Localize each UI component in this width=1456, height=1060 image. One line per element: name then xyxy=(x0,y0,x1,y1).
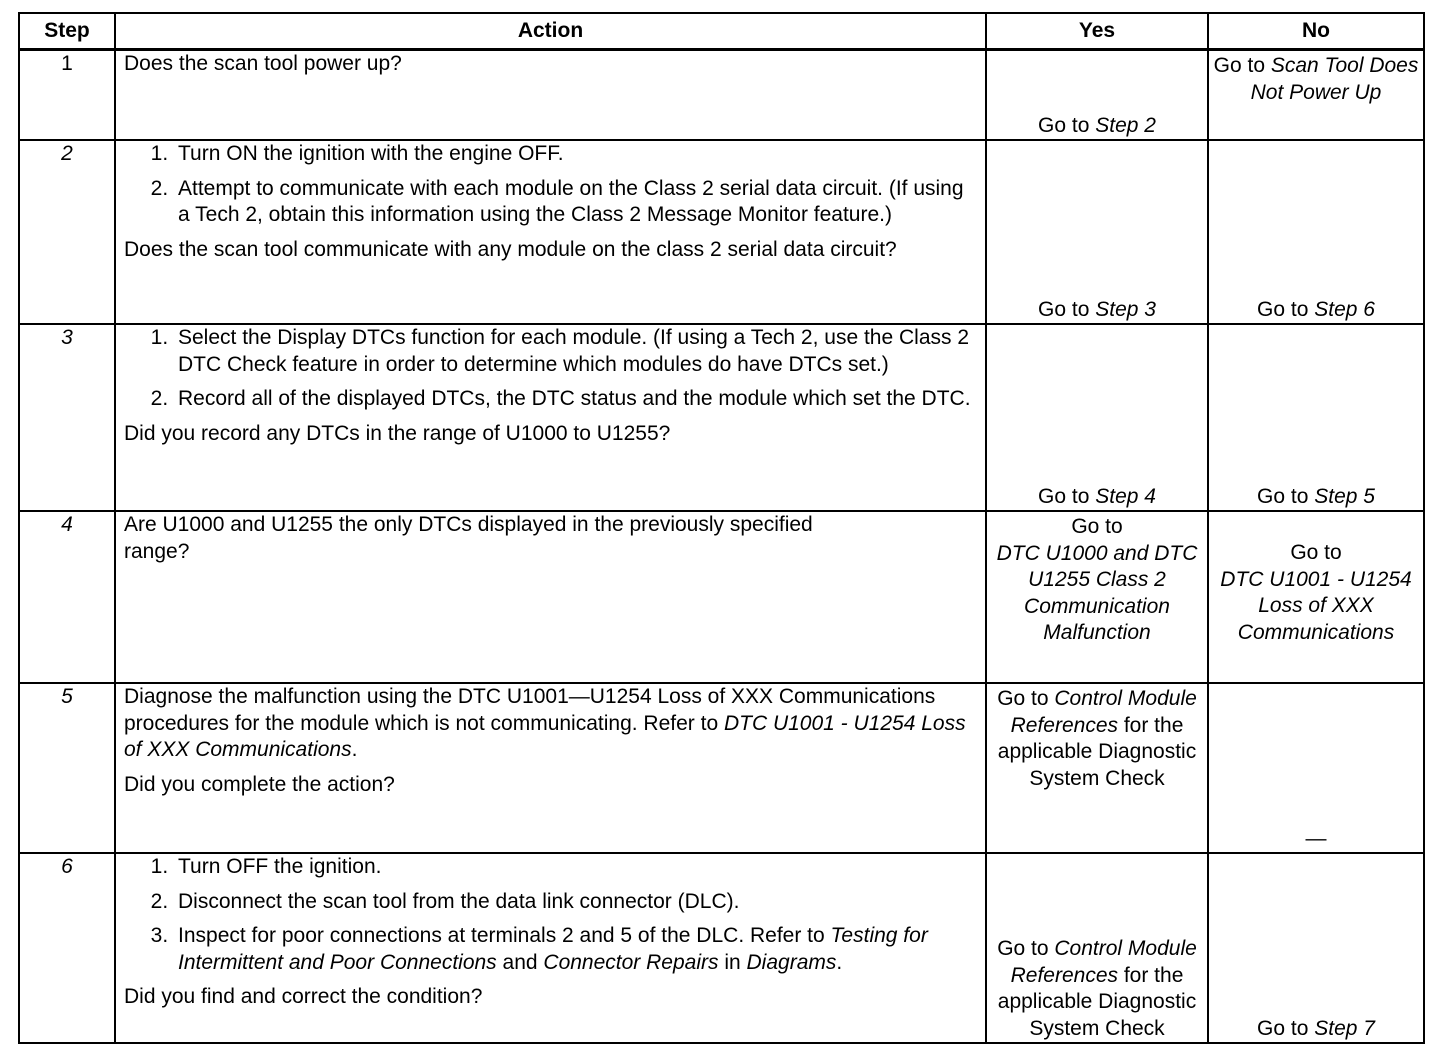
yes-cell xyxy=(986,140,1208,324)
list-item: 2. Attempt to communicate with each module on the Class 2 serial data circuit. (If using a Tech 2, obtain this information using the Class 2 Message Monitor feature.) xyxy=(174,176,975,229)
step-question: Does the scan tool communicate with any module on the class 2 serial data circuit? xyxy=(124,237,897,261)
yes-prefix: Go to xyxy=(1038,484,1096,508)
no-cell xyxy=(1208,140,1424,324)
instruction-text: Diagnose the malfunction using the DTC U1001—U1254 Loss of XXX Communications procedures for the module which is not communicating. Refer to xyxy=(124,685,936,735)
list-item: 2. Disconnect the scan tool from the data link connector (DLC). xyxy=(174,889,975,916)
header-action: Action xyxy=(115,13,986,50)
diagnostic-table-container xyxy=(18,12,1425,1044)
yes-link[interactable]: Step 2 xyxy=(1095,113,1156,137)
list-item xyxy=(174,923,975,976)
yes-prefix: Go to xyxy=(1038,297,1096,321)
step-question: Did you find and correct the condition? xyxy=(124,985,483,1008)
action-list xyxy=(124,854,975,976)
action-list xyxy=(124,141,975,229)
header-no: No xyxy=(1208,13,1424,50)
step-question: Are U1000 and U1255 the only DTCs displayed in the previously specified range? xyxy=(124,513,813,563)
table-row xyxy=(19,511,1424,683)
table-row xyxy=(19,853,1424,1043)
diagnostic-table xyxy=(18,12,1425,1044)
no-cell xyxy=(1208,50,1424,141)
yes-cell xyxy=(986,853,1208,1043)
step-number: 4 xyxy=(61,513,73,536)
yes-cell xyxy=(986,511,1208,683)
no-link[interactable]: Step 6 xyxy=(1314,297,1375,321)
action-cell xyxy=(115,511,986,683)
no-cell xyxy=(1208,511,1424,683)
yes-cell xyxy=(986,50,1208,141)
header-step: Step xyxy=(19,13,115,50)
step-number: 1 xyxy=(61,52,73,75)
table-header-row xyxy=(19,13,1424,50)
reference-link[interactable]: Diagrams xyxy=(746,950,837,974)
item-text: in xyxy=(718,950,747,974)
no-link[interactable]: Scan Tool Does Not Power Up xyxy=(1250,54,1419,104)
instruction-end: . xyxy=(351,738,358,761)
yes-prefix: Go to xyxy=(997,937,1055,960)
action-cell xyxy=(115,853,986,1043)
no-prefix: Go to xyxy=(1290,541,1342,564)
yes-suffix: for the applicable Diagnostic System Check xyxy=(997,713,1197,790)
reference-link[interactable]: Connector Repairs xyxy=(543,950,719,974)
no-prefix: Go to xyxy=(1257,297,1315,321)
yes-link[interactable]: Control Module References xyxy=(1010,687,1197,737)
yes-link[interactable]: DTC U1000 and DTC U1255 Class 2 Communication Malfunction xyxy=(996,541,1198,644)
action-cell xyxy=(115,324,986,511)
yes-prefix: Go to xyxy=(1038,113,1096,137)
item-text: . xyxy=(836,950,843,974)
item-text: Inspect for poor connections at terminals 2 and 5 of the DLC. Refer to xyxy=(178,924,831,947)
no-dash: — xyxy=(1305,826,1327,850)
no-prefix: Go to xyxy=(1257,484,1315,508)
action-cell xyxy=(115,50,986,141)
no-cell xyxy=(1208,324,1424,511)
step-cell xyxy=(19,853,115,1043)
table-row xyxy=(19,324,1424,511)
step-question: Does the scan tool power up? xyxy=(124,52,402,75)
step-cell xyxy=(19,683,115,853)
reference-link[interactable]: DTC U1001 - U1254 Loss of XXX Communications xyxy=(124,711,966,761)
action-cell xyxy=(115,683,986,853)
yes-prefix: Go to xyxy=(1071,515,1123,538)
yes-cell xyxy=(986,683,1208,853)
list-item: 1. Select the Display DTCs function for each module. (If using a Tech 2, use the Class 2 DTC Check feature in order to determine which modules do have DTCs set.) xyxy=(174,325,975,378)
action-cell xyxy=(115,140,986,324)
item-text: and xyxy=(496,950,544,974)
step-question: Did you complete the action? xyxy=(124,772,395,796)
step-cell xyxy=(19,50,115,141)
step-number: 6 xyxy=(61,855,73,878)
yes-link[interactable]: Step 4 xyxy=(1095,484,1156,508)
step-cell xyxy=(19,140,115,324)
step-cell xyxy=(19,511,115,683)
yes-prefix: Go to xyxy=(997,687,1055,710)
list-item: 1. Turn ON the ignition with the engine OFF. xyxy=(174,141,975,168)
reference-link[interactable]: Testing for Intermittent and Poor Connections xyxy=(178,924,928,974)
table-row xyxy=(19,140,1424,324)
step-cell xyxy=(19,324,115,511)
no-link[interactable]: Step 5 xyxy=(1314,484,1375,508)
step-instruction xyxy=(124,684,975,764)
header-yes: Yes xyxy=(986,13,1208,50)
step-number: 2 xyxy=(61,142,73,165)
action-list xyxy=(124,325,975,413)
list-item: 2. Record all of the displayed DTCs, the DTC status and the module which set the DTC. xyxy=(174,386,975,413)
no-cell xyxy=(1208,853,1424,1043)
no-cell xyxy=(1208,683,1424,853)
yes-cell xyxy=(986,324,1208,511)
step-number: 5 xyxy=(61,685,73,708)
no-link[interactable]: DTC U1001 - U1254 Loss of XXX Communications xyxy=(1220,567,1412,644)
no-prefix: Go to xyxy=(1213,54,1271,77)
step-question: Did you record any DTCs in the range of U1000 to U1255? xyxy=(124,421,671,445)
no-prefix: Go to xyxy=(1257,1016,1315,1040)
yes-link[interactable]: Control Module References xyxy=(1010,937,1197,987)
list-item: 1. Turn OFF the ignition. xyxy=(174,854,975,881)
yes-link[interactable]: Step 3 xyxy=(1095,297,1156,321)
no-link[interactable]: Step 7 xyxy=(1314,1016,1375,1040)
table-row xyxy=(19,683,1424,853)
yes-suffix: for the applicable Diagnostic System Check xyxy=(997,963,1197,1040)
step-number: 3 xyxy=(61,326,73,349)
table-row xyxy=(19,50,1424,141)
